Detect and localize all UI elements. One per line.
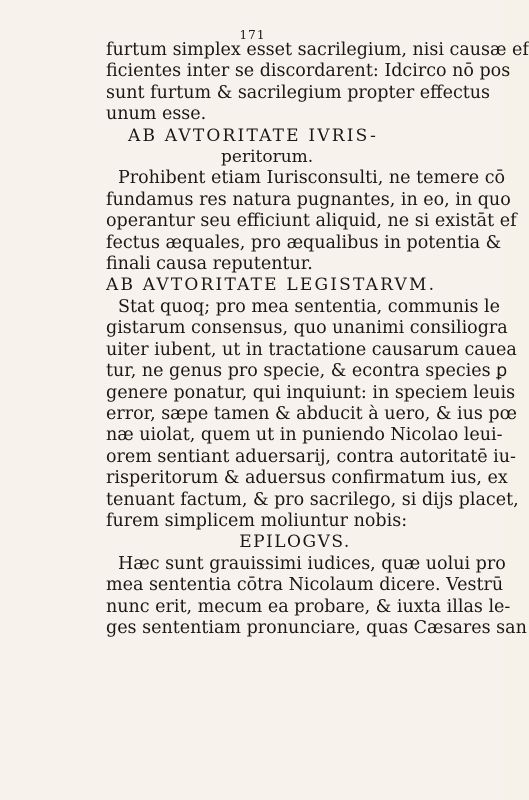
text-line: furem simplicem moliuntur nobis:: [106, 510, 408, 531]
text-line: tur, ne genus pro specie, & econtra species ꝑ: [106, 361, 508, 382]
text-line: Stat quoq; pro mea sententia, communis le: [118, 296, 500, 317]
text-line: genere ponatur, qui inquiunt: in speciem leuis: [106, 382, 516, 403]
text-line: risperitorum & aduersus confirmatum ius, ex: [106, 468, 508, 489]
section-heading: AB AVTORITATE LEGISTARVM.: [106, 275, 437, 296]
page-number: 171: [239, 28, 266, 42]
text-line: finali causa reputentur.: [106, 254, 313, 275]
text-line: næ uiolat, quem ut in puniendo Nicolao leui-: [106, 425, 503, 446]
text-line: tenuant factum, & pro sacrilego, si dijs placet,: [106, 489, 519, 510]
text-line: uiter iubent, ut in tractatione causarum cauea: [106, 339, 517, 360]
text-line: gistarum consensus, quo unanimi consiliogra: [106, 318, 508, 339]
section-heading: AB AVTORITATE IVRIS-: [128, 125, 379, 146]
text-line: ficientes inter se discordarent: Idcirco nō pos: [106, 61, 511, 82]
text-line: sunt furtum & sacrilegium propter effectus: [106, 82, 491, 103]
text-line: unum esse.: [106, 104, 207, 125]
page-text: [106, 40, 529, 639]
text-line: Prohibent etiam Iurisconsulti, ne temere cō: [118, 168, 506, 189]
text-line: Hæc sunt grauissimi iudices, quæ uolui pro: [118, 553, 506, 574]
text-line: operantur seu efficiunt aliquid, ne si existāt ef: [106, 211, 517, 232]
text-line: ges sententiam pronunciare, quas Cæsares san: [106, 617, 527, 638]
text-line: furtum simplex esset sacrilegium, nisi causæ ef: [106, 40, 529, 60]
section-heading-epilogue: EPILOGVS.: [239, 532, 351, 553]
section-heading-continuation: peritorum.: [221, 147, 314, 168]
text-line: nunc erit, mecum ea probare, & iuxta illas le-: [106, 596, 511, 617]
text-line: error, sæpe tamen & abducit à uero, & ius pœ: [106, 403, 517, 424]
text-line: orem sentiant aduersarij, contra autoritatē iu-: [106, 446, 516, 467]
text-line: fundamus res natura pugnantes, in eo, in quo: [106, 189, 511, 210]
text-line: mea sententia cōtra Nicolaum dicere. Vestrū: [106, 575, 504, 596]
text-line: fectus æquales, pro æqualibus in potentia &: [106, 232, 502, 253]
